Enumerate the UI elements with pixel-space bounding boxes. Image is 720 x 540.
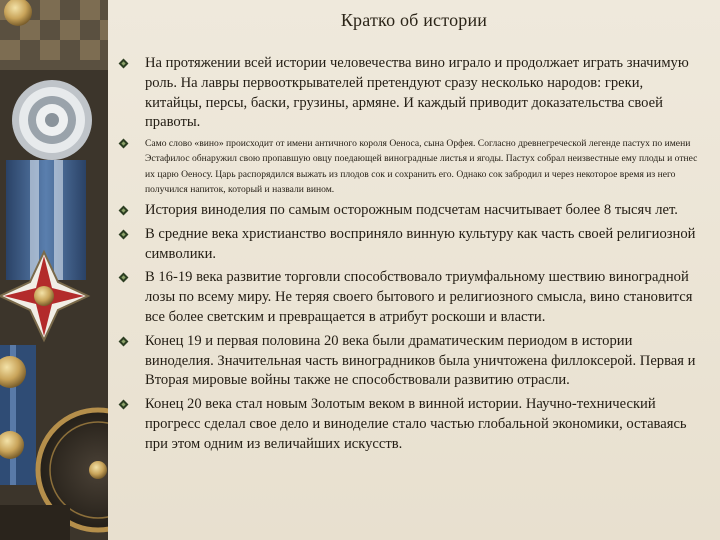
bullet-item [118, 54, 702, 133]
bullet-text: На протяжении всей истории человечества вино играло и продолжает играть значимую роль. На лавры первооткрывателей претендуют сразу несколько народов: греки, китайцы, персы, баски, грузины, армяне. И каждый приводит доказательства своей правоты. [145, 55, 689, 131]
bullet-item [118, 136, 702, 197]
bullet-text: История виноделия по самым осторожным подсчетам насчитывает более 8 тысяч лет. [145, 202, 678, 218]
bullet-text: Конец 19 и первая половина 20 века были драматическим периодом в истории виноделия. Значительная часть виноградников была уничтожена филлоксерой. Первая и Вторая мировые войны также не способствовали развитию отрасли. [145, 332, 696, 389]
bullet-item [118, 225, 702, 265]
diamond-bullet-icon [119, 400, 129, 410]
bullet-text: В средние века христианство восприняло винную культуру как часть своей религиозной символики. [145, 225, 696, 262]
bullet-item [118, 395, 702, 454]
diamond-bullet-icon [119, 336, 129, 346]
bullet-text: Конец 20 века стал новым Золотым веком в винной истории. Научно-технический прогресс сделал свое дело и виноделие стало частью глобальной экономики, оставаясь при этом одним из величайших искусств. [145, 396, 687, 452]
bullet-item [118, 201, 702, 221]
bullet-item [118, 268, 702, 327]
bullet-text: В 16-19 века развитие торговли способствовало триумфальному шествию виноградной лозы по всему миру. Не теряя своего бытового и религиозного смысла, вино становится все более светским и превращается в атрибут роскоши и власти. [145, 269, 693, 325]
bullet-text: Само слово «вино» происходит от имени античного короля Oенoса, сына Орфея. Согласно древнегреческой легенде пастух по имени Эстафилос обнаружил свою пропавшую овцу поедающей виноградные листья и ягоды. Пастух собрал неизвестные ему плоды и отнес их царю Оеносу. Царь распорядился выжать из плодов сок и сохранить его. Однако сок забродил и через некоторое время из него получился напиток, который и назвали вином. [145, 138, 698, 195]
diamond-bullet-icon [119, 206, 129, 216]
bullet-item [118, 332, 702, 391]
diamond-bullet-icon [119, 273, 129, 283]
diamond-bullet-icon [119, 59, 129, 69]
diamond-bullet-icon [119, 229, 129, 239]
diamond-bullet-icon [119, 139, 129, 149]
bullet-list [118, 54, 702, 455]
slide-title: Кратко об истории [340, 10, 488, 30]
